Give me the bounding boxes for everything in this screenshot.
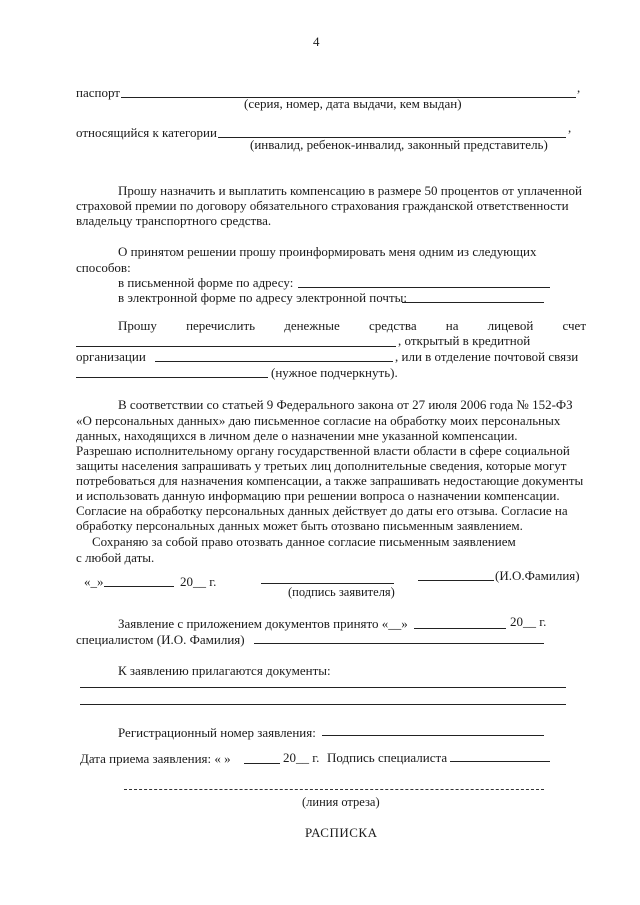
accepted-line-2: специалистом (И.О. Фамилия) [76, 632, 245, 647]
sign-date-open: «_» [84, 574, 104, 589]
notify-line-2: способов: [76, 260, 131, 275]
notify-line-1: О принятом решении прошу проинформировать меня одним из следующих [118, 244, 537, 259]
request-line-2: страховой премии по договору обязательного страхования гражданской ответственности [76, 198, 569, 213]
consent-line-9: обработку персональных данных может быть отозвано письменным заявлением. [76, 518, 523, 533]
notify-written-line[interactable] [298, 287, 550, 288]
attached-line-1[interactable] [80, 687, 566, 688]
account-number-line[interactable] [76, 346, 396, 347]
transfer-word: на [445, 318, 459, 333]
specialist-name-line[interactable] [254, 643, 544, 644]
registration-number-line[interactable] [322, 735, 544, 736]
sign-date-year: 20__ г. [180, 574, 217, 589]
consent-line-5: защиты населения запрашивать у третьих лиц дополнительные сведения, которые могут [76, 458, 567, 473]
consent-line-6: потребоваться для назначения компенсации, а также запрашивать недостающие документы [76, 473, 584, 488]
transfer-word: перечислить [186, 318, 256, 333]
applicant-name-line[interactable] [418, 580, 494, 581]
applicant-signature-caption: (подпись заявителя) [288, 585, 395, 599]
accepted-month-line[interactable] [414, 628, 506, 629]
cut-line [124, 789, 544, 790]
notify-electronic-line[interactable] [402, 302, 544, 303]
cut-line-caption: (линия отреза) [302, 795, 380, 809]
accepted-line-1: Заявление с приложением документов принято «__» [118, 616, 408, 631]
receipt-date-label: Дата приема заявления: « » [80, 751, 231, 766]
consent-line-1: В соответствии со статьей 9 Федерального закона от 27 июля 2006 года № 152-ФЗ [118, 397, 573, 412]
consent-line-4: Разрешаю исполнительному органу государственной власти области в сфере социальной [76, 443, 570, 458]
transfer-opened: , открытый в кредитной [398, 333, 531, 348]
receipt-signature-label: Подпись специалиста [327, 750, 448, 765]
transfer-note: (нужное подчеркнуть). [271, 365, 398, 380]
applicant-signature-line[interactable] [261, 583, 394, 584]
category-caption: (инвалид, ребенок-инвалид, законный представитель) [250, 137, 548, 152]
request-line-1: Прошу назначить и выплатить компенсацию в размере 50 процентов от уплаченной [118, 183, 582, 198]
transfer-word: денежные [284, 318, 340, 333]
receipt-month-line[interactable] [244, 763, 280, 764]
transfer-post: , или в отделение почтовой связи [395, 349, 579, 364]
transfer-word: средства [368, 318, 417, 333]
attached-line-2[interactable] [80, 704, 566, 705]
transfer-line-1 [118, 318, 586, 333]
consent-line-2: «О персональных данных» даю письменное согласие на обработку моих персональных [76, 413, 561, 428]
consent-line-3: данных, находящихся в личном деле о назначении мне указанной компенсации. [76, 428, 518, 443]
notify-written-label: в письменной форме по адресу: [118, 275, 294, 290]
request-line-3: владельцу транспортного средства. [76, 213, 272, 228]
applicant-name-caption: (И.О.Фамилия) [495, 568, 580, 583]
consent-line-7: и использовать данную информацию при решении вопроса о назначении компенсации. [76, 488, 560, 503]
transfer-word: Прошу [118, 318, 157, 333]
registration-label: Регистрационный номер заявления: [118, 725, 316, 740]
receipt-date-year: 20__ г. [283, 750, 320, 765]
transfer-word: лицевой [487, 318, 534, 333]
receipt-title: РАСПИСКА [305, 825, 378, 840]
passport-caption: (серия, номер, дата выдачи, кем выдан) [244, 96, 462, 111]
consent-line-11: с любой даты. [76, 550, 155, 565]
category-comma: , [568, 120, 572, 135]
passport-comma: , [577, 80, 581, 95]
transfer-word: счет [562, 318, 586, 333]
consent-line-8: Согласие на обработку персональных данных действует до даты его отзыва. Согласие на [76, 503, 568, 518]
notify-electronic-label: в электронной форме по адресу электронной почты: [118, 290, 407, 305]
attached-label: К заявлению прилагаются документы: [118, 663, 331, 678]
passport-label: паспорт [76, 85, 120, 100]
post-office-line[interactable] [76, 377, 268, 378]
accepted-year: 20__ г. [510, 614, 547, 629]
transfer-org-label: организации [76, 349, 146, 364]
page-number: 4 [313, 34, 320, 49]
category-label: относящийся к категории [76, 125, 217, 140]
consent-line-10: Сохраняю за собой право отозвать данное согласие письменным заявлением [92, 534, 516, 549]
sign-date-month-line[interactable] [104, 586, 174, 587]
receipt-signature-line[interactable] [450, 761, 550, 762]
org-name-line[interactable] [155, 361, 393, 362]
